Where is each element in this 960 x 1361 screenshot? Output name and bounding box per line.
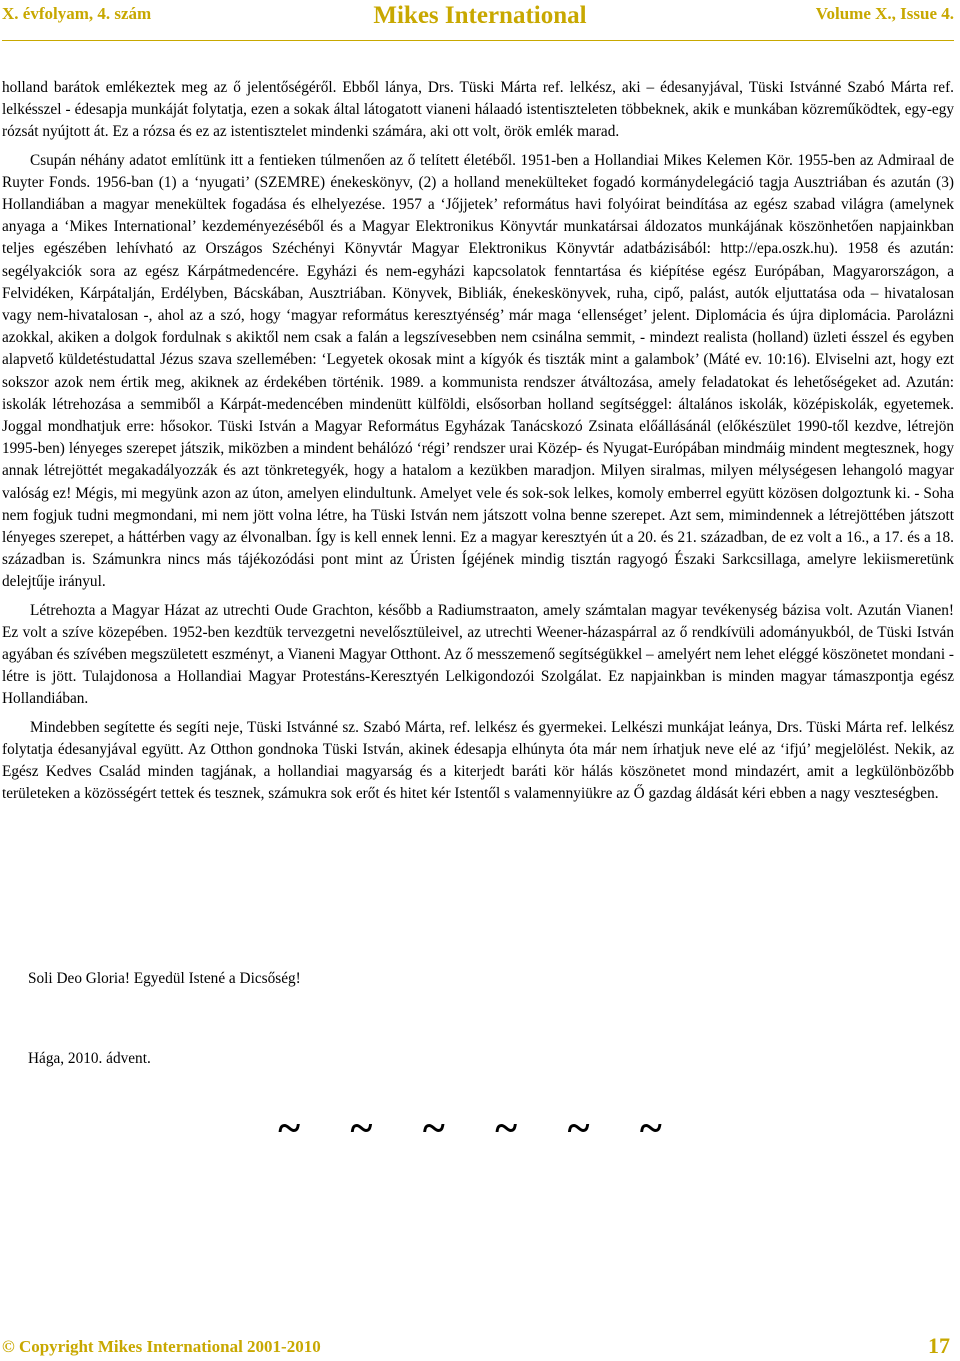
footer-copyright: © Copyright Mikes International 2001-2010: [2, 1337, 321, 1356]
page-footer: [0, 1333, 960, 1361]
page-header: [0, 0, 960, 40]
article-body: [2, 77, 954, 812]
section-end-ornament: ~ ~ ~ ~ ~ ~: [278, 1106, 682, 1152]
paragraph-2: Csupán néhány adatot említünk itt a fentieken túlmenően az ő telített életéből. 1951-ben a Hollandiai Mikes Kelemen Kör. 1955-ben az Admiraal de Ruyter Fonds. 1956-ban (1) a ‘nyugati’ (SZEMRE) énekeskönyv, (2) a holland menekülteket fogadó kormánydelegáció tagja Ausztriában és azután (3) Hollandiában a magyar menekültek fogadása és elhelyezése. 1957 a ‘Jőjjetek’ református havi folyóirat beindítása az egész szabad világra (amelynek anyaga a ‘Mikes International’ kezdeményezéséből és a Magyar Elektronikus Könyvtár munkatársai áldozatos munkájának köszönhetően napjainkban teljes egészében lehívható az Országos Széchényi Könyvtár Magyar Elektronikus Könyvtár adatbázisából: http://epa.oszk.hu). 1958 és azután: segélyakciók sora az egész Kárpátmedencére. Egyházi és nem-egyházi kapcsolatok fenntartása és kiépítése egész Európában, Magyarországon, a Felvidéken, Kárpátalján, Erdélyben, Bácskában, Ausztriában. Könyvek, Bibliák, énekeskönyvek, ruha, cipő, palást, autók eljuttatása oda – hivatalosan vagy nem-hivatalosan -, ahol az a szó, hogy ‘magyar református keresztyénség’ már maga ‘ellenséget’ jelent. Diplomácia és újra diplomácia. Parolázni azokkal, akiken a dolgok fordulnak s akiktől nem csak a falán a legszívesebben nem csinálna semmit, - mindezt realista (holland) üzleti ésszel és egyben alapvető küldetéstudattal Jézus szava szellemében: ‘Legyetek okosak mint a kígyók és tiszták mint a galambok’ (Máté ev. 10:16). Elviselni azt, hogy ezt sokszor azok nem értik meg, akiknek az érdekében történik. 1989. a kommunista rendszer átváltozása, amely feladatokat és lehetőségeket ad. Azután: iskolák létrehozása a semmiből a Kárpát-medencében mindenütt külföldi, elsősorban holland segítséggel: általános iskolák, középiskolák, egyetemek. Joggal mondhatjuk erre: hősokor. Tüski István a Magyar Református Egyházak Tanácskozó Zsinata előállásánál (előkészület 1990-től kezdve, létrejön 1995-ben) lényeges szerepet játszik, miközben a mindent behálózó ‘régi’ rendszer urai Közép- és Nyugat-Európában mindmáig mindent megtesznek, hogy annak létrejöttét megakadályozzák és azt tönkretegyék, hogy a hatalom a kezükben maradjon. Milyen siralmas, milyen mélységesen lehangoló magyar valóság ez! Mégis, mi megyünk azon az úton, amelyen elindultunk. Amelyet vele és sok-sok lelkes, komoly emberrel együtt közösen dolgoztunk ki. - Soha nem fogjuk tudni megmondani, mi nem jött volna létre, ha Tüski István nem játszott volna benne szerepet. Azt sem, mimindennek a létrejöttében játszott lényeges szerepet, a háttérben vagy az élvonalban. Így is kell ennek lenni. Ez a magyar keresztyén út a 20. és 21. században, de ez volt a 16., a 17. és a 18. században is. Számunkra nincs más tájékozódási pont mint az Úristen Ígéjének mindig tisztán ragyogó Északi Sarkcsillaga, amelyre lekiismeretünk delejtűje irányul.: [2, 151, 954, 591]
paragraph-4: Mindebben segítette és segíti neje, Tüski Istvánné sz. Szabó Márta, ref. lelkész és gyermekei. Lelkészi munkájat leánya, Drs. Tüski Márta ref. lelkész folytatja édesanyjával együtt. Az Otthon gondnoka Tüski István, akinek édesapja elhúnyta óta már nem írhatjuk neve elé az ‘ifjú’ megjelölést. Nekik, az Egész Kedves Család minden tagjának, a hollandiai magyarság és a kiterjedt baráti kör hálás köszönetet mond mindazért, amit a legkülönbözőbb területeken a közösségért tettek és tesznek, számukra sok erőt és hitet kér Istentől s valamennyiükre az Ő gazdag áldását kéri ebben a nagy veszteségben.: [2, 718, 954, 803]
closing-place-date: Hága, 2010. ádvent.: [28, 1050, 151, 1067]
paragraph-1: holland barátok emlékeztek meg az ő jelentőségéről. Ebből lánya, Drs. Tüski Márta ref. lelkész, aki – édesanyjával, Tüski Istvánné Szabó Márta ref. lelkésszel - édesapja munkáját folytatja, ezen a sokak által látogatott vianeni hálaadó istentiszteleten többeknek, akik e munkában közreműködtek, egy-egy rózsát nyújtott át. Ez a rózsa és ez az istentisztelet mindenki számára, aki ott volt, örök emlék marad.: [2, 79, 954, 141]
closing-blessing: Soli Deo Gloria! Egyedül Istené a Dicsőség!: [28, 970, 301, 987]
header-volume-hu: X. évfolyam, 4. szám: [2, 4, 152, 23]
page-number: 17: [928, 1333, 950, 1358]
header-volume-en: Volume X., Issue 4.: [815, 4, 954, 23]
paragraph-3: Létrehozta a Magyar Házat az utrechti Oude Grachton, később a Radiumstraaton, amely számtalan magyar tevékenység bázisa volt. Azután Vianen! Ez volt a szíve közepében. 1952-ben kezdtük tervezgetni nevelősztüleivel, az utrechti Weener-házaspárral az ő rendkívüli adományukból, de Tüski István agyában és szívében megszületett eszményt, a Vianeni Magyar Otthont. Az ő messzemenő segítségükkel – amelyért nem lehet eléggé köszönetet mondani - létre is jött. Tulajdonosa a Hollandiai Magyar Protestáns-Keresztyén Lelkigondozói Szolgálat. Ez napjainkban is minden magyar támaszpontja egész Hollandiában.: [2, 601, 954, 708]
header-divider: [2, 40, 954, 41]
header-publication-title: Mikes International: [373, 2, 587, 29]
